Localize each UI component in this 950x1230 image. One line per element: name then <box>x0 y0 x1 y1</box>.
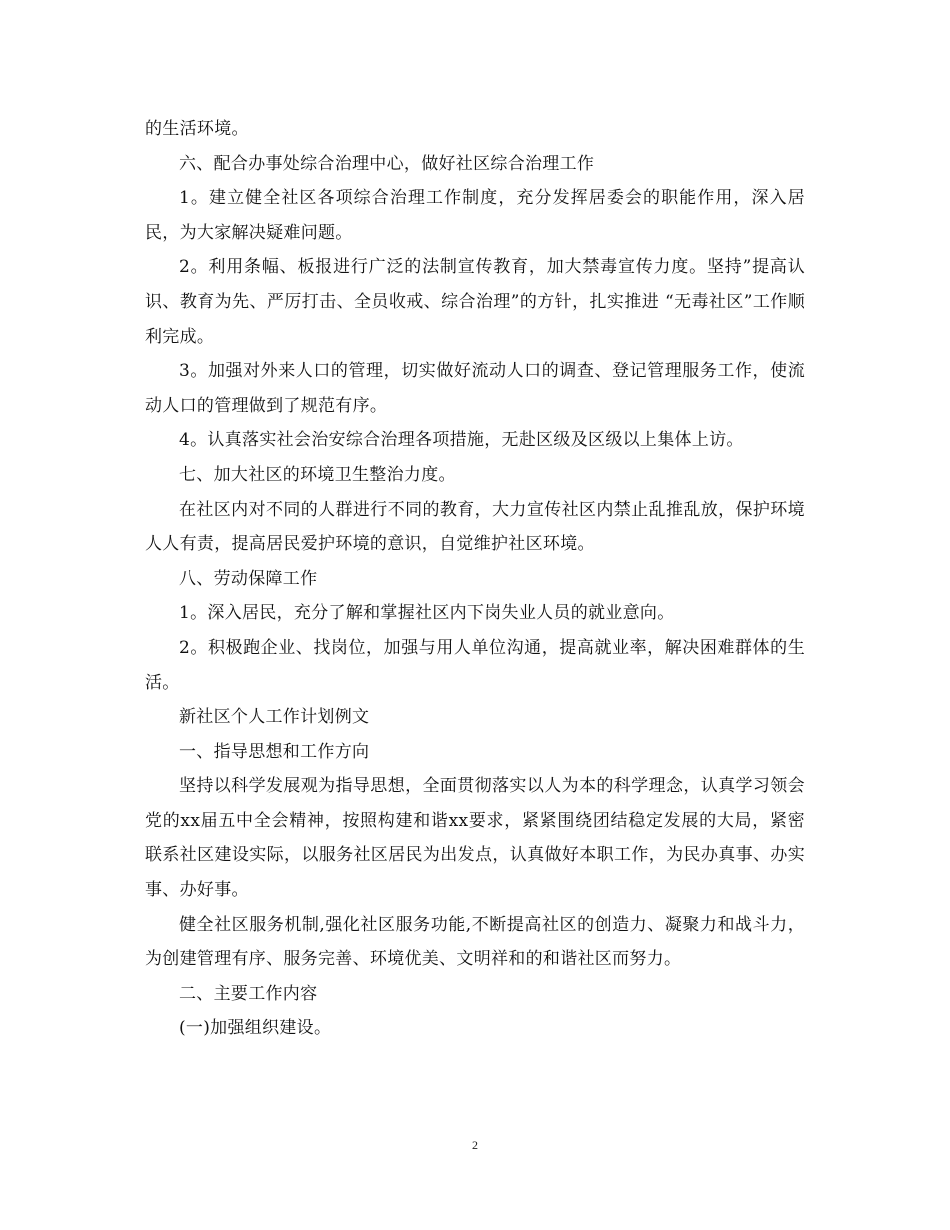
page-number: 2 <box>472 1138 478 1152</box>
section-heading: 一、指导思想和工作方向 <box>179 741 370 762</box>
section-heading: 八、劳动保障工作 <box>179 568 318 589</box>
paragraph: 在社区内对不同的人群进行不同的教育，大力宣传社区内禁止乱推乱放，保护环境人人有责，提高居民爱护环境的意识，自觉维护社区环境。 <box>145 499 805 555</box>
paragraph: 1。深入居民，充分了解和掌握社区内下岗失业人员的就业意向。 <box>179 603 675 624</box>
paragraph: 1。建立健全社区各项综合治理工作制度，充分发挥居委会的职能作用，深入居民，为大家解决疑难问题。 <box>145 188 805 243</box>
paragraph: 健全社区服务机制,强化社区服务功能,不断提高社区的创造力、凝聚力和战斗力，为创建管理有序、服务完善、环境优美、文明祥和的和谐社区而努力。 <box>145 914 805 970</box>
section-heading: 六、配合办事处综合治理中心，做好社区综合治理工作 <box>179 153 595 174</box>
paragraph: 2。利用条幅、板报进行广泛的法制宣传教育，加大禁毒宣传力度。坚持”提高认识、教育为先、严厉打击、全员收戒、综合治理”的方针，扎实推进 “无毒社区”工作顺利完成。 <box>145 257 805 347</box>
paragraph: 2。积极跑企业、找岗位，加强与用人单位沟通，提高就业率，解决困难群体的生活。 <box>145 637 805 693</box>
subsection-heading: (一)加强组织建设。 <box>179 1018 332 1039</box>
paragraph: 4。认真落实社会治安综合治理各项措施，无赴区级及区级以上集体上访。 <box>179 430 744 451</box>
paragraph: 的生活环境。 <box>145 119 249 139</box>
paragraph: 坚持以科学发展观为指导思想，全面贯彻落实以人为本的科学理念，认真学习领会党的xx届五中全会精神，按照构建和谐xx要求，紧紧围绕团结稳定发展的大局，紧密联系社区建设实际，以服务社区居民为出发点，认真做好本职工作，为民办真事、办实事、办好事。 <box>145 776 805 901</box>
section-heading: 二、主要工作内容 <box>179 983 318 1004</box>
document-body <box>145 112 805 1046</box>
document-subtitle: 新社区个人工作计划例文 <box>179 707 370 728</box>
paragraph: 3。加强对外来人口的管理，切实做好流动人口的调查、登记管理服务工作，使流动人口的管理做到了规范有序。 <box>145 361 805 416</box>
section-heading: 七、加大社区的环境卫生整治力度。 <box>179 464 456 485</box>
